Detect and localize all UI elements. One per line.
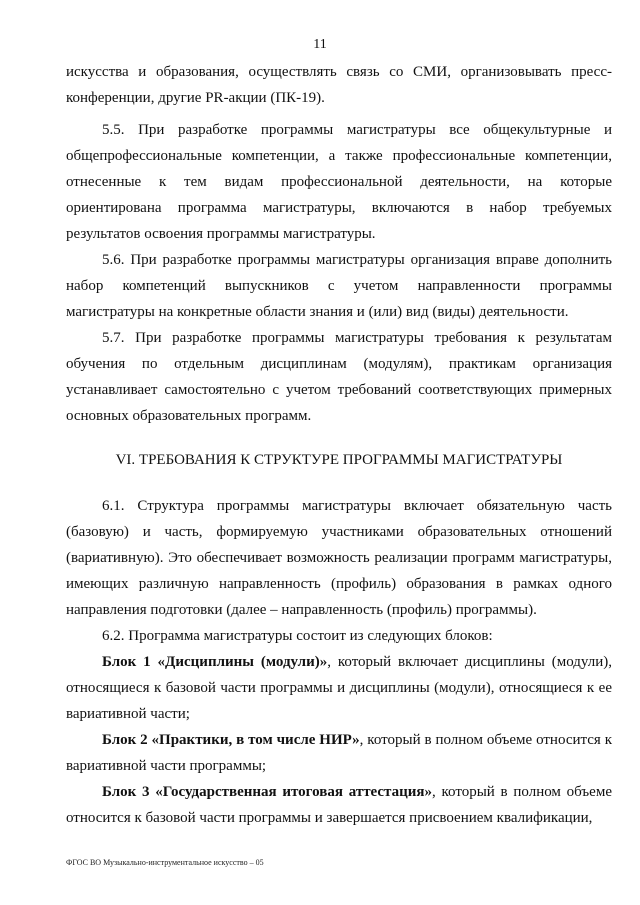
block-2-text: , который в полном объеме относится к вариативной части программы;: [66, 732, 612, 774]
paragraph-continuation: искусства и образования, осуществлять связь со СМИ, организовывать пресс-конференции, другие PR-акции (ПК-19).: [66, 64, 612, 106]
block-1-text: , который включает дисциплины (модули), относящиеся к базовой части программы и дисциплины (модули), относящиеся к ее вариативной части;: [66, 654, 613, 722]
paragraph-5-7: 5.7. При разработке программы магистратуры требования к результатам обучения по отдельным дисциплинам (модулям), практикам организация устанавливает самостоятельно с учетом требований соответствующих примерных основных образовательных программ.: [66, 330, 612, 424]
block-2-paragraph: [66, 727, 612, 779]
footer-note: ФГОС ВО Музыкально-инструментальное искусство – 05: [66, 858, 264, 867]
block-2-title: Блок 2 «Практики, в том числе НИР»: [102, 732, 360, 748]
block-1-title: Блок 1 «Дисциплины (модули)»: [102, 654, 328, 670]
paragraph-5-5: 5.5. При разработке программы магистратуры все общекультурные и общепрофессиональные компетенции, а также профессиональные компетенции, отнесенные к тем видам профессиональной деятельности, на которые ориентирована программа магистратуры, включаются в набор требуемых результатов освоения программы магистратуры.: [66, 122, 612, 242]
block-3-paragraph: [66, 779, 612, 831]
section-heading: VI. ТРЕБОВАНИЯ К СТРУКТУРЕ ПРОГРАММЫ МАГИСТРАТУРЫ: [115, 452, 563, 468]
document-body: [66, 59, 612, 831]
paragraph-6-2: 6.2. Программа магистратуры состоит из следующих блоков:: [102, 628, 493, 644]
block-1-paragraph: [66, 649, 612, 727]
block-3-text: , который в полном объеме относится к базовой части программы и завершается присвоением квалификации,: [66, 784, 612, 826]
paragraph-5-6: 5.6. При разработке программы магистратуры организация вправе дополнить набор компетенций выпускников с учетом направленности программы магистратуры на конкретные области знания и (или) вид (виды) деятельности.: [66, 252, 612, 320]
page-number: 11: [313, 37, 327, 52]
paragraph-6-1: 6.1. Структура программы магистратуры включает обязательную часть (базовую) и часть, формируемую участниками образовательных отношений (вариативную). Это обеспечивает возможность реализации программ магистратуры, имеющих различную направленность (профиль) образования в рамках одного направления подготовки (далее – направленность (профиль) программы).: [66, 498, 612, 618]
block-3-title: Блок 3 «Государственная итоговая аттестация»: [102, 784, 433, 800]
